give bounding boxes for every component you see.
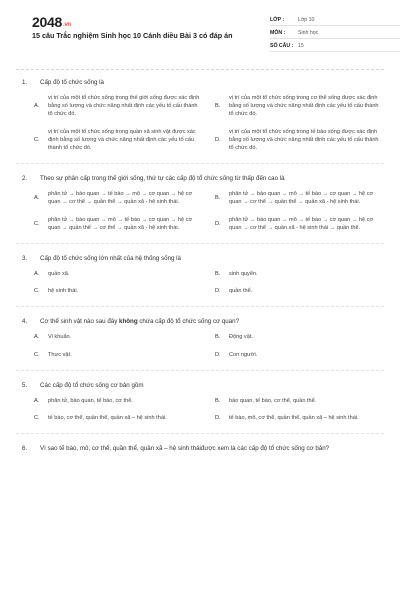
option-text: tế bào, cơ thể, quần thể, quần xã – hệ sinh thái. (48, 415, 167, 422)
meta-key: MÔN : (270, 30, 286, 36)
option-letter: A. (34, 271, 40, 278)
answer-options (34, 187, 384, 235)
question-stem (40, 317, 239, 326)
question-divider (16, 370, 384, 371)
option-letter: A. (34, 397, 40, 404)
question-list (16, 78, 384, 463)
question-divider (16, 433, 384, 434)
logo-main: 2048 (32, 14, 62, 30)
answer-options (34, 330, 384, 361)
question-number: 5. (22, 381, 28, 389)
question-number: 3. (22, 255, 28, 263)
answer-options (34, 91, 384, 155)
question-text (16, 444, 384, 453)
option-text: phân tử → bào quan → mô → tế bào → cơ quan → hệ cơ quan → cơ thể → quần thể → quần xã - hệ sinh thái. (229, 191, 374, 206)
question-divider (16, 306, 384, 307)
question-text (16, 254, 384, 263)
question-stem: Theo sự phân cấp trong thế giới sống, thứ tự các cấp độ tổ chức sống từ thấp đến cao là (40, 175, 285, 183)
option-text: sinh quyển. (229, 271, 258, 278)
question-number: 2. (22, 175, 28, 183)
option-letter: B. (215, 195, 221, 202)
page-title: 15 câu Trắc nghiệm Sinh học 10 Cánh diều Bài 3 có đáp án (32, 31, 233, 40)
meta-row-count (270, 39, 400, 52)
option-text: phân tử → bào quan → tế bào → mô → cơ quan → hệ cơ quan → cơ thể → quần thể → quần xã - hệ sinh thái. (48, 191, 193, 206)
option-text: bào quan, tế bào, cơ thể, quần thể. (229, 397, 317, 404)
option-letter: D. (215, 220, 221, 227)
site-logo[interactable] (32, 14, 71, 30)
option-text: vị trí của một tổ chức sống trong quần xã sinh vật được xác định bằng số lượng và chức năng nhất định các yếu tố cấu thành tổ chức đó. (48, 128, 196, 152)
answer-option-c[interactable] (34, 348, 203, 362)
option-letter: D. (215, 288, 221, 295)
answer-option-c[interactable] (34, 284, 203, 298)
option-text: vị trí của một tổ chức sống trong cơ thể sống được xác định bằng số lượng và chức năng nhất định các yếu tố cấu thành tổ chức đó. (229, 95, 379, 118)
option-text: phân tử → bào quan → mô → tế bào → cơ quan → hệ cơ quan → quần thể → cơ thể → quần xã - hệ sinh thái. (48, 216, 193, 231)
answer-option-b[interactable] (215, 394, 384, 408)
question-text (16, 381, 384, 390)
option-letter: C. (34, 351, 40, 358)
question-divider (16, 243, 384, 244)
meta-row-grade (270, 13, 400, 26)
option-letter: C. (34, 136, 40, 143)
question-stem-after: chứa cấp độ tổ chức sống cơ quan? (137, 318, 240, 326)
option-text: Thực vật. (48, 351, 72, 358)
option-letter: D. (215, 136, 221, 143)
answer-option-a[interactable] (34, 394, 203, 408)
header (16, 0, 384, 64)
option-letter: C. (34, 415, 40, 422)
answer-option-d[interactable] (215, 348, 384, 362)
logo-suffix: .vn (62, 22, 71, 28)
answer-options (34, 267, 384, 298)
question-text (16, 78, 384, 87)
answer-option-c[interactable] (34, 411, 203, 425)
answer-option-b[interactable] (215, 187, 384, 209)
option-letter: B. (215, 397, 221, 404)
question-stem: Cấp độ tổ chức sống là (40, 79, 104, 86)
option-text: Động vật. (229, 334, 253, 341)
question-2 (16, 174, 384, 244)
option-text: vị trí của một tổ chức sống trong tế bào sống được xác định bằng số lượng và chức năng nhất định các yếu tố cấu thành tổ chức đó. (229, 128, 379, 152)
meta-key: SỐ CÂU : (270, 43, 294, 49)
option-text: quần thể. (229, 288, 253, 295)
question-3 (16, 254, 384, 307)
option-text: vị trí của một tổ chức sống trong thế giới sống được xác định bằng số lượng và chức năng nhất định các yếu tố cấu thành tổ chức đó. (48, 95, 200, 118)
question-number: 1. (22, 79, 28, 86)
option-text: phân tử → bào quan → mô → tế bào → cơ quan → hệ cơ quan → cơ thể → quần xã - hệ sinh thái → quần thể. (229, 216, 374, 231)
question-stem-before: Cơ thể sinh vật nào sau đây (40, 318, 120, 326)
option-text: Vi khuẩn. (48, 334, 72, 341)
question-number: 6. (22, 445, 28, 453)
option-letter: D. (215, 415, 221, 422)
question-divider (16, 163, 384, 164)
question-4 (16, 317, 384, 370)
answer-option-a[interactable] (34, 91, 203, 122)
meta-value: Sinh học (298, 30, 319, 36)
answer-option-a[interactable] (34, 267, 203, 281)
option-letter: D. (215, 351, 221, 358)
option-letter: B. (215, 103, 221, 110)
meta-key: LỚP : (270, 17, 285, 23)
question-text (16, 317, 384, 326)
option-letter: B. (215, 334, 221, 341)
answer-option-c[interactable] (34, 213, 203, 235)
question-6 (16, 444, 384, 453)
option-letter: C. (34, 288, 40, 295)
answer-option-c[interactable] (34, 125, 203, 156)
answer-option-a[interactable] (34, 330, 203, 344)
question-text (16, 174, 384, 183)
question-1 (16, 78, 384, 164)
question-stem-emphasis: không (119, 318, 138, 326)
option-text: quần xã. (48, 271, 70, 278)
option-letter: A. (34, 334, 40, 341)
question-stem: Cấp độ tổ chức sống lớn nhất của hệ thống sống là (40, 255, 181, 263)
answer-option-d[interactable] (215, 411, 384, 425)
meta-table (270, 13, 400, 52)
option-text: hệ sinh thái. (48, 288, 79, 295)
question-stem: Vì sao tế bào, mô, cơ thể, quần thể, quần xã – hệ sinh tháiđược xem là các cấp độ tổ chức sống cơ bản? (40, 445, 330, 453)
answer-option-d[interactable] (215, 125, 384, 156)
answer-option-b[interactable] (215, 267, 384, 281)
option-letter: A. (34, 103, 40, 110)
answer-option-a[interactable] (34, 187, 203, 209)
answer-option-b[interactable] (215, 91, 384, 122)
answer-option-b[interactable] (215, 330, 384, 344)
question-stem: Các cấp độ tổ chức sống cơ bản gồm (40, 381, 144, 389)
question-number: 4. (22, 318, 28, 326)
answer-option-d[interactable] (215, 213, 384, 235)
answer-options (34, 394, 384, 425)
meta-value: Lớp 10 (298, 17, 315, 23)
option-text: tế bào, mô, cơ thể, quần thể, quần xã – hệ sinh thái. (229, 415, 359, 422)
option-letter: C. (34, 220, 40, 227)
option-text: Con người. (229, 351, 258, 358)
answer-option-d[interactable] (215, 284, 384, 298)
option-text: phân tử, bào quan, tế bào, cơ thể. (48, 397, 133, 404)
option-letter: B. (215, 271, 221, 278)
meta-value: 15 (298, 43, 304, 49)
header-divider (16, 69, 384, 70)
option-letter: A. (34, 195, 40, 202)
meta-row-subject (270, 26, 400, 39)
question-5 (16, 381, 384, 434)
